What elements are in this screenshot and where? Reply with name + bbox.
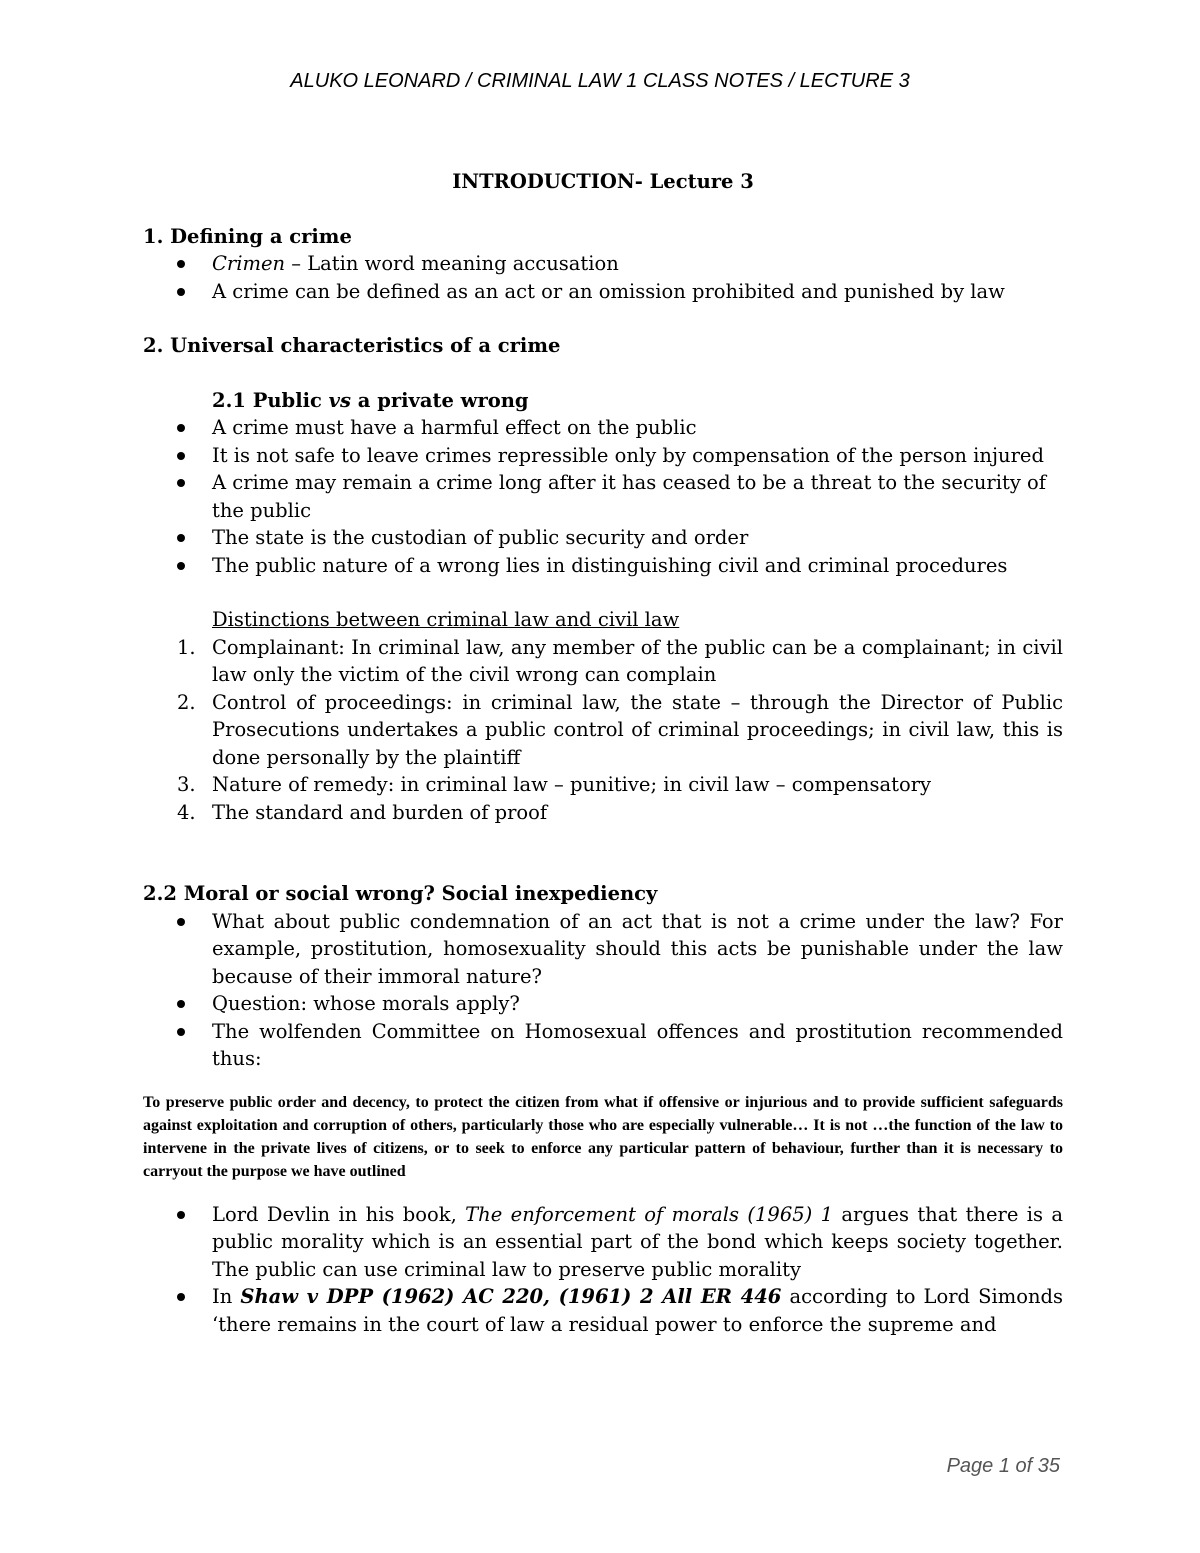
bullet-icon: [177, 479, 185, 487]
list-item: A crime may remain a crime long after it has ceased to be a threat to the security of the public: [143, 469, 1063, 524]
subsection-2-2-list: [143, 908, 1063, 1073]
list-item: 3. Nature of remedy: in criminal law – punitive; in civil law – compensatory: [177, 773, 932, 796]
list-item: 2. Control of proceedings: in criminal law, the state – through the Director of Public Prosecutions undertakes a public control of criminal proceedings; in civil law, this is done personally by the plaintiff: [177, 690, 1063, 769]
list-item: 4. The standard and burden of proof: [177, 800, 548, 824]
list-item: It is not safe to leave crimes repressible only by compensation of the person injured: [143, 442, 1063, 470]
subsection-2-2-list-cont: [143, 1201, 1063, 1339]
bullet-icon: [177, 534, 185, 542]
section-1-list: [143, 250, 1063, 305]
list-item: Question: whose morals apply?: [143, 990, 1063, 1018]
section-1-heading: 1. Defining a crime: [143, 224, 352, 248]
bullet-icon: [177, 452, 185, 460]
section-2-heading: 2. Universal characteristics of a crime: [143, 334, 561, 357]
bullet-icon: [177, 288, 185, 296]
list-item: The wolfenden Committee on Homosexual offences and prostitution recommended thus:: [143, 1018, 1063, 1073]
book-title: The enforcement of morals (1965) 1: [465, 1202, 834, 1226]
page-header: ALUKO LEONARD / CRIMINAL LAW 1 CLASS NOTES / LECTURE 3: [290, 70, 910, 92]
subsection-2-1-heading: 2.1 Public vs a private wrong: [212, 388, 529, 412]
block-quote: To preserve public order and decency, to protect the citizen from what if offensive or injurious and to provide sufficient safeguards against exploitation and corruption of others, particularly those who are especially vulnerable… It is not …the function of the law to intervene in the private lives of citizens, or to seek to enforce any particular pattern of behaviour, further than it is necessary to carryout the purpose we have outlined: [143, 1093, 1063, 1180]
bullet-icon: [177, 424, 185, 432]
bullet-icon: [177, 1000, 185, 1008]
list-item: In Shaw v DPP (1962) AC 220, (1961) 2 All ER 446 according to Lord Simonds ‘there remains in the court of law a residual power to enforce the supreme and: [143, 1283, 1063, 1338]
document-body: [143, 168, 1063, 1338]
case-citation: Shaw v DPP (1962) AC 220, (1961) 2 All ER 446: [240, 1285, 782, 1308]
subsection-2-2-heading: 2.2 Moral or social wrong? Social inexpediency: [143, 882, 658, 905]
latin-term: Crimen: [212, 252, 286, 275]
page-number: Page 1 of 35: [946, 1455, 1060, 1477]
list-item: The public nature of a wrong lies in distinguishing civil and criminal procedures: [143, 552, 1063, 580]
distinctions-heading: Distinctions between criminal law and civil law: [212, 608, 680, 631]
bullet-icon: [177, 1293, 185, 1301]
list-item: Lord Devlin in his book, The enforcement of morals (1965) 1 argues that there is a public morality which is an essential part of the bond which keeps society together. The public can use criminal law to preserve public morality: [143, 1201, 1063, 1284]
list-item: A crime can be defined as an act or an omission prohibited and punished by law: [143, 278, 1063, 306]
bullet-icon: [177, 260, 185, 268]
bullet-icon: [177, 918, 185, 926]
list-item: Crimen – Latin word meaning accusation: [143, 250, 1063, 278]
list-item: A crime must have a harmful effect on the public: [143, 414, 1063, 442]
list-item: The state is the custodian of public security and order: [143, 524, 1063, 552]
document-title: INTRODUCTION- Lecture 3: [452, 170, 754, 193]
bullet-icon: [177, 562, 185, 570]
bullet-icon: [177, 1028, 185, 1036]
distinctions-list: [143, 634, 1063, 827]
bullet-icon: [177, 1211, 185, 1219]
list-item: 1. Complainant: In criminal law, any member of the public can be a complainant; in civil law only the victim of the civil wrong can complain: [177, 635, 1063, 686]
list-item: What about public condemnation of an act that is not a crime under the law? For example, prostitution, homosexuality should this acts be punishable under the law because of their immoral nature?: [143, 908, 1063, 991]
subsection-2-1-list: [143, 414, 1063, 579]
